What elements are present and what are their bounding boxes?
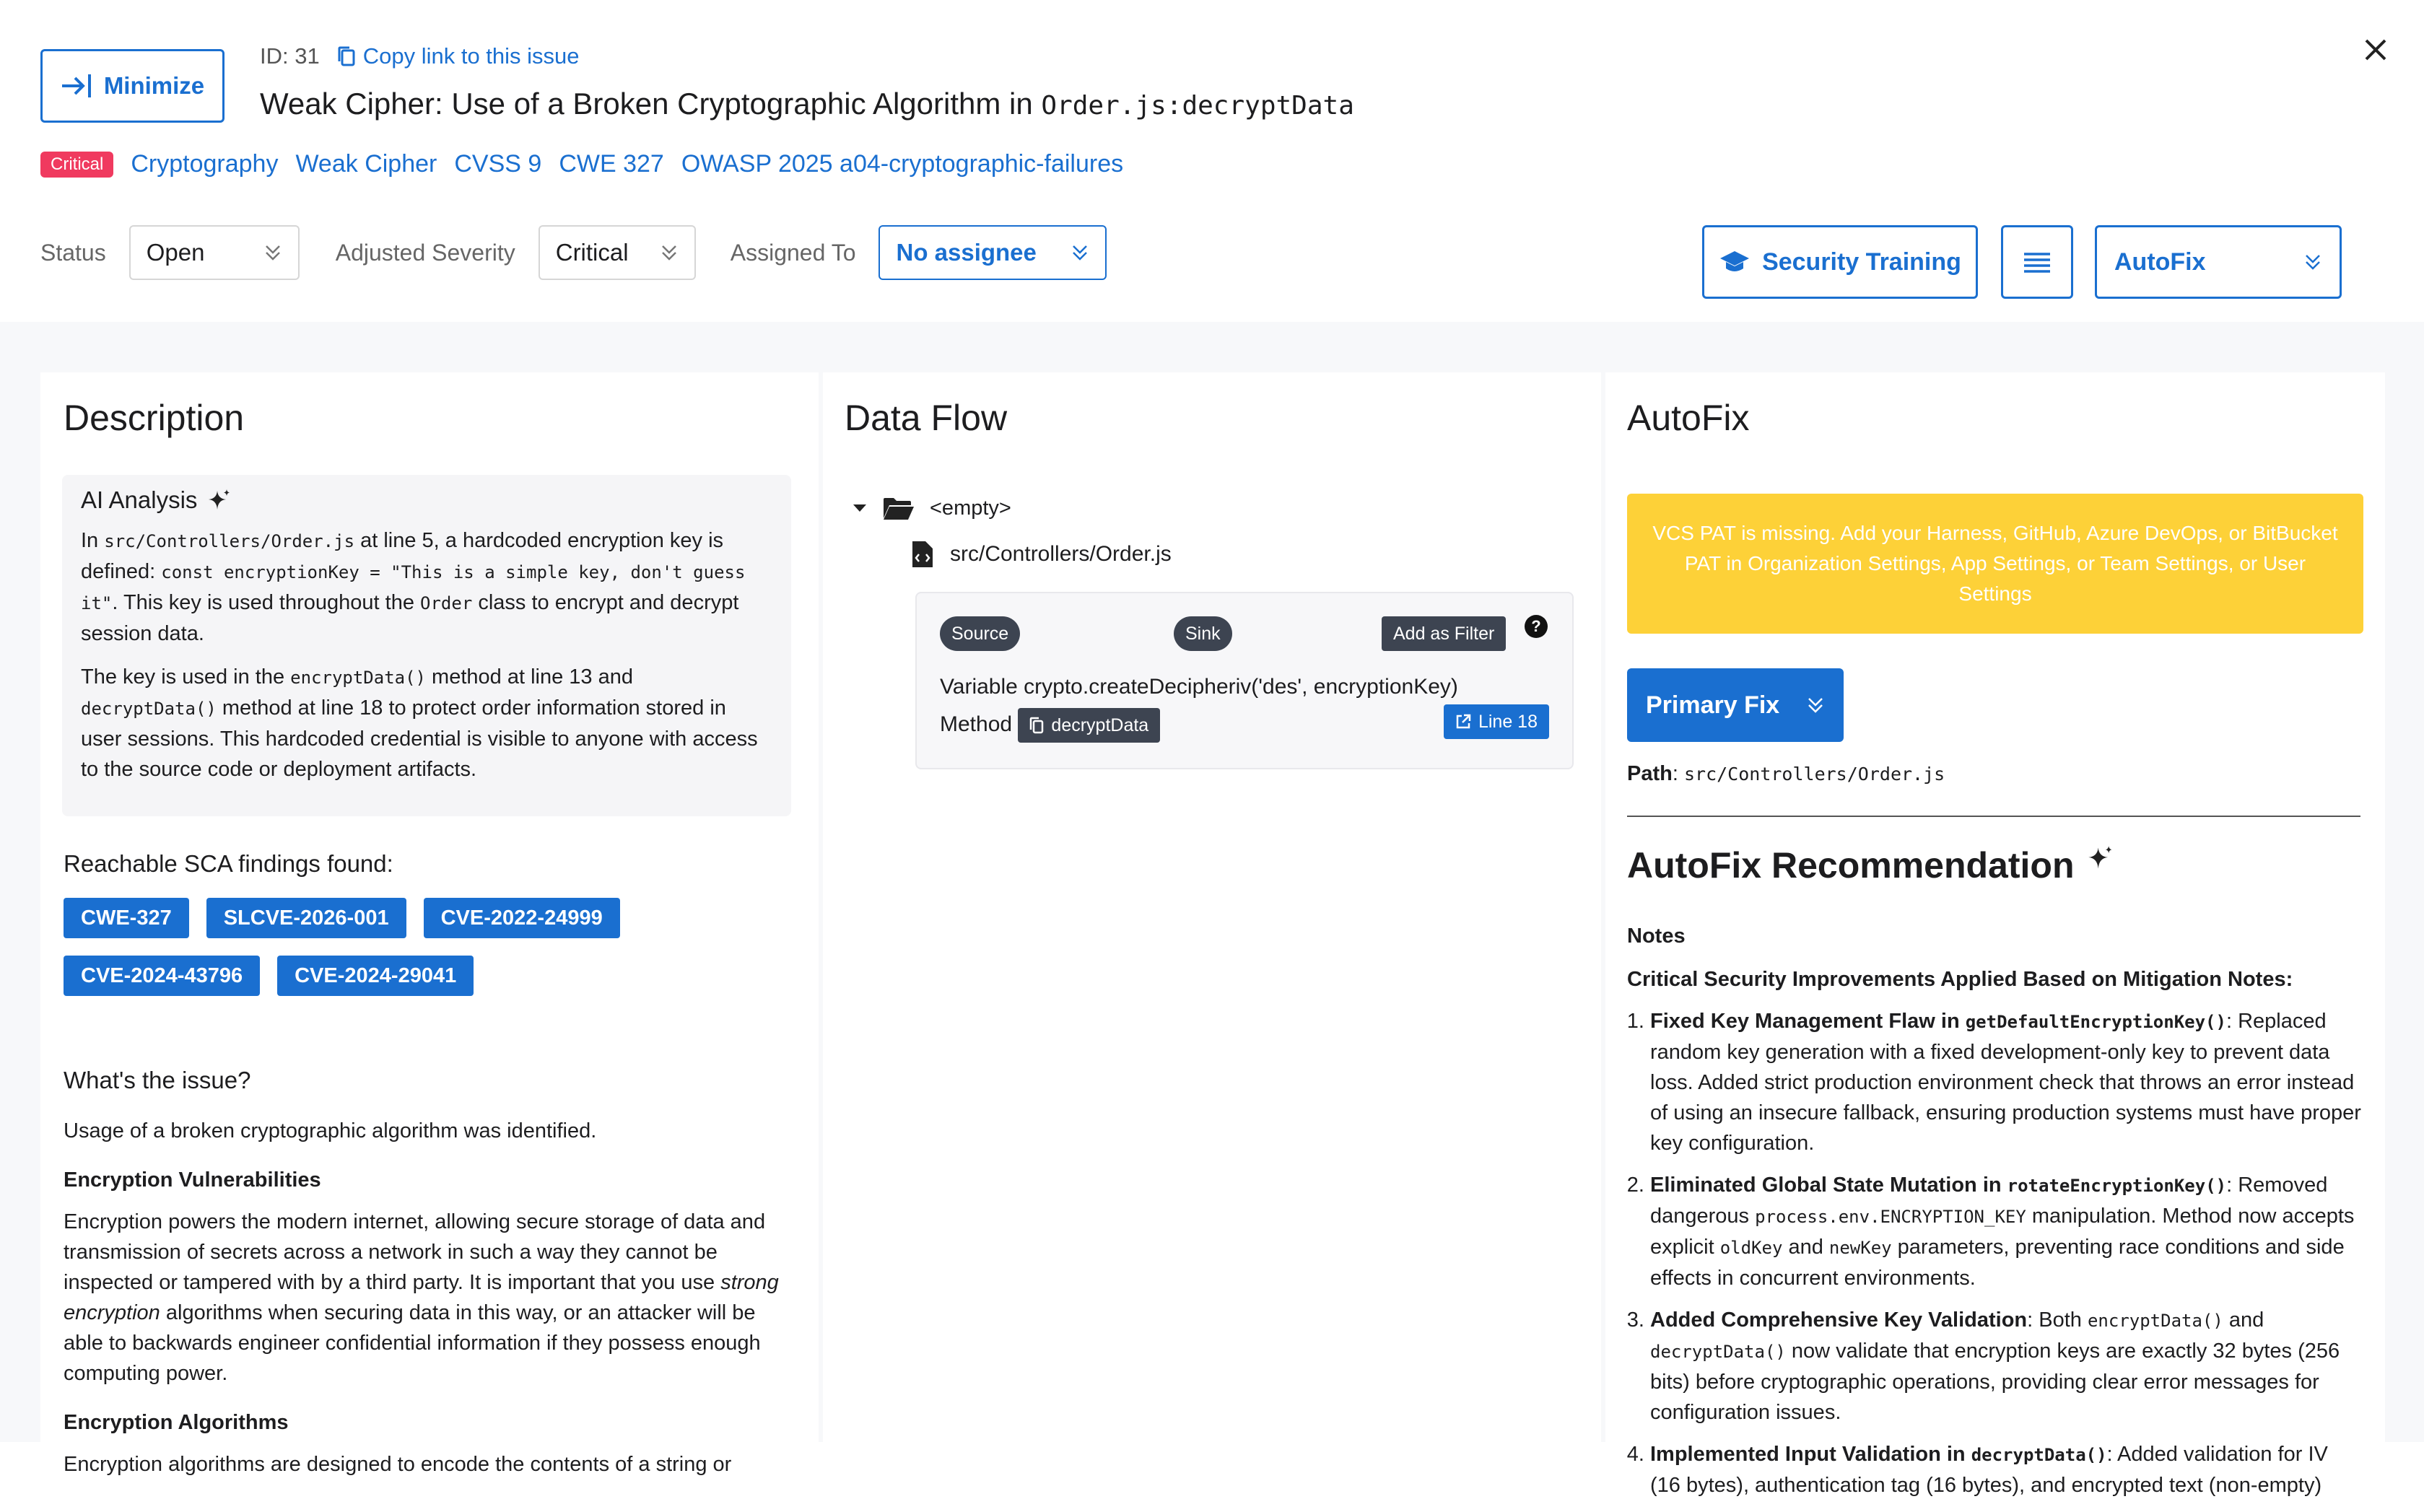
- sca-finding-chip[interactable]: CVE-2024-43796: [64, 956, 260, 996]
- issue-text: Usage of a broken cryptographic algorithm was identified.: [64, 1119, 597, 1142]
- copy-icon: [337, 45, 356, 67]
- autofix-select-label: AutoFix: [2114, 248, 2206, 276]
- issue-id-row: [260, 43, 580, 69]
- tag-link[interactable]: CWE 327: [559, 150, 664, 178]
- tree-file-label: src/Controllers/Order.js: [950, 542, 1172, 566]
- minimize-button[interactable]: [40, 49, 224, 123]
- issue-title-text: Weak Cipher: Use of a Broken Cryptographic Algorithm in: [260, 87, 1033, 121]
- primary-fix-select[interactable]: [1627, 668, 1844, 742]
- folder-open-icon: [882, 495, 915, 521]
- assignee-select[interactable]: [879, 225, 1107, 280]
- go-to-line-button[interactable]: [1444, 704, 1549, 739]
- chevron-down-icon: [2303, 251, 2322, 273]
- assignee-value: No assignee: [896, 239, 1037, 266]
- encryption-vulnerabilities-text: Encryption powers the modern internet, allowing secure storage of data and transmission of secrets across a network in such a way they cannot be inspected or tampered with by a third party. It is important that you use strong encryption algorithms when securing data in this way, or an attacker will be able to backwards engineer confidential information if they possess enough computing power.: [64, 1210, 779, 1385]
- tree-root-node[interactable]: [852, 495, 1011, 521]
- encryption-vulnerabilities-heading: Encryption Vulnerabilities: [64, 1168, 321, 1192]
- flow-method-line: [940, 706, 1458, 743]
- method-chip[interactable]: [1018, 708, 1160, 743]
- sca-findings-list: [64, 898, 785, 996]
- autofix-select[interactable]: [2095, 225, 2342, 299]
- source-pill[interactable]: Source: [940, 616, 1020, 651]
- improvement-item: 1. Fixed Key Management Flaw in getDefaultEncryptionKey(): Replaced random key generation with a fixed development-only key to prevent data loss. Added strict production environment check that throws an error instead of using an insecure fallback, ensuring production systems must have proper key configuration.: [1650, 1006, 2363, 1158]
- security-training-label: Security Training: [1762, 248, 1961, 276]
- primary-fix-label: Primary Fix: [1646, 691, 1780, 719]
- menu-button[interactable]: [2001, 225, 2073, 299]
- flow-variable-line: Variable crypto.createDecipheriv('des', encryptionKey): [940, 675, 1458, 699]
- issue-tags: [40, 150, 1123, 178]
- issue-explanation: [64, 1065, 793, 1480]
- issue-body: [0, 322, 2424, 1497]
- severity-badge: Critical: [40, 152, 113, 178]
- ai-analysis-box: [62, 475, 791, 816]
- tag-link[interactable]: Cryptography: [131, 150, 279, 178]
- fix-path: Path: src/Controllers/Order.js: [1627, 762, 1945, 785]
- status-label: Status: [40, 239, 106, 266]
- code-file-icon: [911, 540, 934, 569]
- fix-path-value: src/Controllers/Order.js: [1683, 764, 1945, 785]
- sparkle-icon: [2087, 844, 2114, 872]
- copy-link-button[interactable]: [337, 43, 580, 69]
- flow-step-card: [915, 592, 1574, 769]
- sparkle-icon: [207, 488, 232, 512]
- issue-title-location: Order.js:decryptData: [1041, 91, 1354, 121]
- description-panel: [40, 372, 819, 1476]
- caret-down-icon: [852, 503, 868, 513]
- minimize-label: Minimize: [103, 72, 205, 99]
- chevron-down-icon: [263, 242, 282, 263]
- method-chip-label: decryptData: [1051, 715, 1149, 736]
- fix-path-label: Path: [1627, 762, 1673, 785]
- go-to-line-label: Line 18: [1478, 711, 1538, 732]
- close-icon[interactable]: [2358, 32, 2394, 68]
- ai-analysis-label: AI Analysis: [81, 486, 198, 513]
- improvement-item: 4. Implemented Input Validation in decryptData(): Added validation for IV (16 bytes), authentication tag (16 bytes), and encrypted text (non-empty): [1650, 1439, 2363, 1500]
- recommendation-body: [1627, 921, 2363, 1512]
- sca-finding-chip[interactable]: SLCVE-2026-001: [206, 898, 406, 938]
- divider: [1627, 816, 2360, 817]
- copy-icon: [1029, 717, 1044, 734]
- status-value: Open: [146, 239, 205, 266]
- data-flow-heading: Data Flow: [845, 398, 1008, 438]
- critical-improvements-heading: Critical Security Improvements Applied Based on Mitigation Notes:: [1627, 968, 2293, 991]
- sca-finding-chip[interactable]: CVE-2024-29041: [277, 956, 474, 996]
- security-training-button[interactable]: [1702, 225, 1978, 299]
- chevron-down-icon: [1071, 242, 1089, 263]
- autofix-panel: [1605, 372, 2385, 1497]
- adjusted-severity-value: Critical: [555, 239, 629, 266]
- status-select[interactable]: [129, 225, 300, 280]
- improvements-list: [1627, 1006, 2363, 1500]
- adjusted-severity-select[interactable]: [539, 225, 696, 280]
- description-heading: Description: [64, 398, 245, 438]
- assigned-to-label: Assigned To: [730, 239, 856, 266]
- chevron-down-icon: [660, 242, 679, 263]
- sca-finding-chip[interactable]: CVE-2022-24999: [424, 898, 620, 938]
- help-icon[interactable]: ?: [1525, 615, 1548, 638]
- notes-label: Notes: [1627, 925, 1686, 948]
- encryption-algorithms-heading: Encryption Algorithms: [64, 1411, 289, 1434]
- ai-analysis-paragraph-1: In src/Controllers/Order.js at line 5, a hardcoded encryption key is defined: const encryptionKey = "This is a simple key, don't guess it". This key is used throughout the Order class to encrypt and decrypt session data.: [81, 529, 746, 645]
- issue-id: ID: 31: [260, 43, 320, 69]
- issue-heading: What's the issue?: [64, 1067, 251, 1093]
- issue-fields: [40, 225, 1107, 280]
- autofix-heading: AutoFix: [1627, 398, 1750, 438]
- issue-header: [0, 0, 2424, 322]
- sca-findings-label: Reachable SCA findings found:: [64, 850, 393, 877]
- ai-analysis-paragraph-2: The key is used in the encryptData() method at line 13 and decryptData() method at line 18 to protect order information stored in user sessions. This hardcoded credential is visible to anyone with access to the source code or deployment artifacts.: [81, 665, 758, 781]
- issue-title: [260, 87, 1354, 121]
- tree-file-node[interactable]: [911, 540, 1172, 569]
- copy-link-label: Copy link to this issue: [362, 43, 580, 69]
- autofix-recommendation-title: [1627, 844, 2114, 886]
- improvement-item: 2. Eliminated Global State Mutation in rotateEncryptionKey(): Removed dangerous process.env.ENCRYPTION_KEY manipulation. Method now accepts explicit oldKey and newKey parameters, preventing race conditions and side effects in concurrent environments.: [1650, 1170, 2363, 1293]
- add-as-filter-button[interactable]: Add as Filter: [1382, 616, 1506, 651]
- sink-pill[interactable]: Sink: [1174, 616, 1232, 651]
- sca-finding-chip[interactable]: CWE-327: [64, 898, 189, 938]
- recommendation-title-text: AutoFix Recommendation: [1627, 845, 2075, 886]
- improvement-item: 3. Added Comprehensive Key Validation: Both encryptData() and decryptData() now validate that encryption keys are exactly 32 bytes (256 bits) before cryptographic operations, providing clear error messages for configuration issues.: [1650, 1305, 2363, 1428]
- tag-link[interactable]: CVSS 9: [454, 150, 542, 178]
- list-icon: [2023, 251, 2052, 273]
- pat-missing-warning: VCS PAT is missing. Add your Harness, GitHub, Azure DevOps, or BitBucket PAT in Organization Settings, App Settings, or Team Settings, or User Settings: [1627, 494, 2363, 634]
- graduation-cap-icon: [1719, 248, 1751, 276]
- flow-method-label: Method: [940, 712, 1013, 736]
- tag-link[interactable]: OWASP 2025 a04-cryptographic-failures: [681, 150, 1124, 178]
- collapse-right-icon: [61, 73, 92, 99]
- adjusted-severity-label: Adjusted Severity: [335, 239, 515, 266]
- flow-step-details: [940, 668, 1458, 743]
- chevron-down-icon: [1806, 694, 1825, 716]
- tree-root-label: <empty>: [930, 496, 1011, 520]
- tag-link[interactable]: Weak Cipher: [295, 150, 437, 178]
- ai-analysis-title: [81, 475, 772, 525]
- data-flow-panel: [823, 372, 1601, 1442]
- encryption-algorithms-text: Encryption algorithms are designed to encode the contents of a string or: [64, 1453, 732, 1476]
- external-link-icon: [1455, 714, 1471, 730]
